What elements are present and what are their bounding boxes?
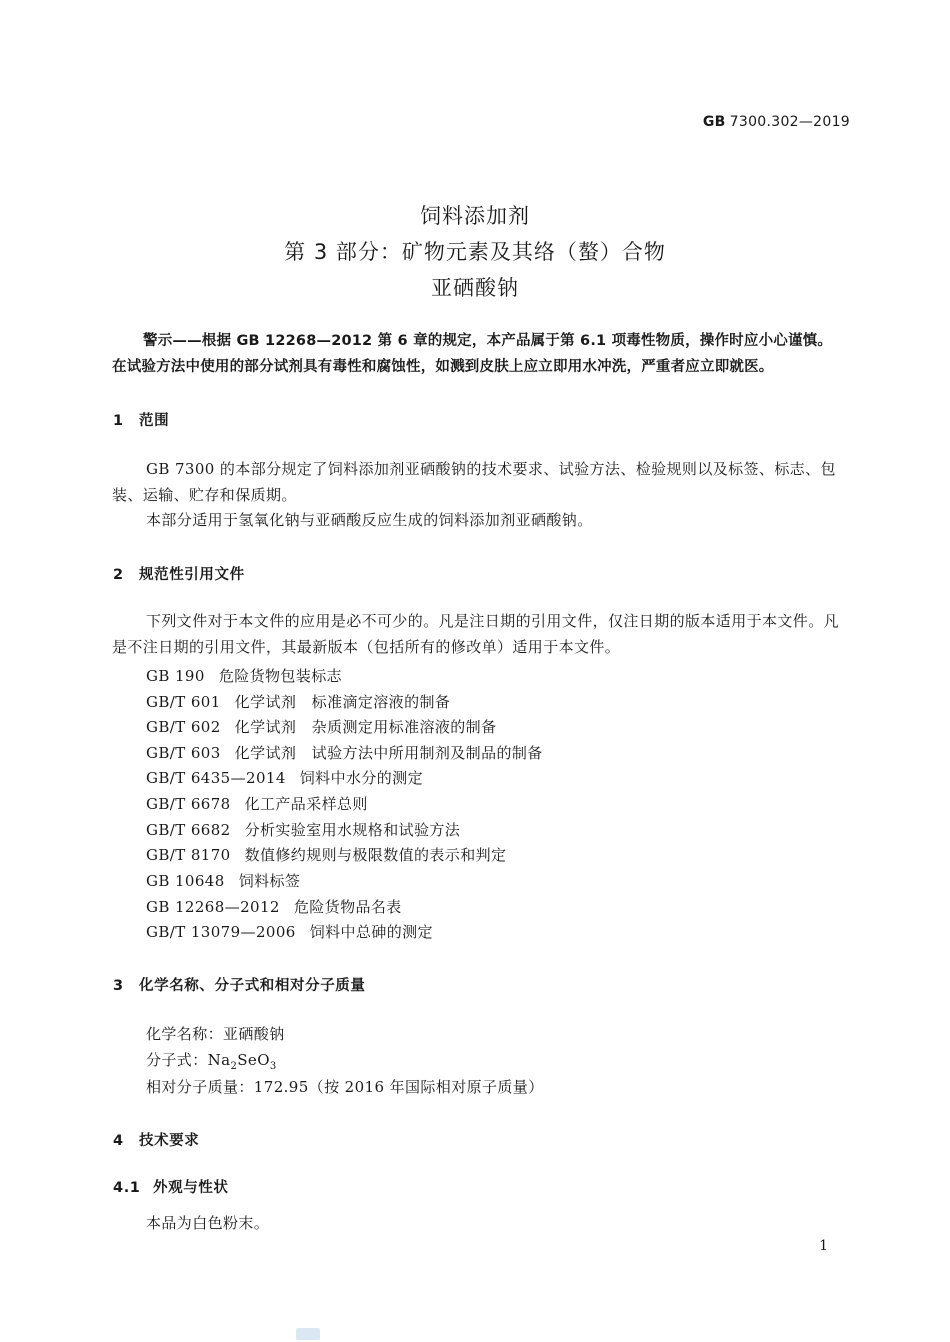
standard-prefix: GB bbox=[702, 114, 726, 130]
title-line-3: 亚硒酸钠 bbox=[431, 276, 519, 300]
section-4-heading bbox=[113, 1129, 199, 1150]
reference-code: GB/T 603 bbox=[146, 744, 221, 762]
reference-title: 数值修约规则与极限数值的表示和判定 bbox=[244, 846, 507, 864]
subsection-title: 外观与性状 bbox=[153, 1180, 229, 1196]
reference-title: 化学试剂 试验方法中所用制剂及制品的制备 bbox=[234, 744, 543, 762]
reference-item bbox=[146, 870, 300, 891]
reference-item bbox=[146, 819, 460, 840]
watermark-mark bbox=[296, 1328, 320, 1340]
formula-o-subscript: 3 bbox=[269, 1061, 277, 1072]
subsection-4-1-heading bbox=[113, 1176, 229, 1197]
section-2-intro bbox=[112, 609, 852, 660]
formula-seo: SeO bbox=[237, 1051, 270, 1069]
reference-code: GB 10648 bbox=[146, 872, 225, 890]
section-number: 1 bbox=[113, 413, 124, 429]
reference-item bbox=[146, 767, 423, 788]
reference-code: GB/T 6435—2014 bbox=[146, 769, 286, 787]
reference-title: 危险货物品名表 bbox=[293, 898, 402, 916]
title-line-2: 第 3 部分：矿物元素及其络（螯）合物 bbox=[284, 240, 666, 264]
reference-title: 分析实验室用水规格和试验方法 bbox=[244, 821, 461, 839]
subsection-number: 4.1 bbox=[113, 1180, 141, 1196]
section-title: 规范性引用文件 bbox=[139, 567, 245, 583]
standard-number bbox=[703, 114, 850, 130]
reference-item bbox=[146, 921, 433, 942]
warning-block bbox=[112, 328, 852, 380]
reference-title: 危险货物包装标志 bbox=[218, 667, 343, 685]
reference-code: GB/T 8170 bbox=[146, 846, 231, 864]
paragraph: 本部分适用于氢氧化钠与亚硒酸反应生成的饲料添加剂亚硒酸钠。 bbox=[146, 511, 593, 530]
reference-code: GB/T 13079—2006 bbox=[146, 923, 296, 941]
molecular-formula bbox=[146, 1049, 277, 1072]
reference-code: GB 190 bbox=[146, 667, 205, 685]
section-title: 化学名称、分子式和相对分子质量 bbox=[139, 978, 366, 994]
reference-item bbox=[146, 844, 506, 865]
reference-title: 化学试剂 标准滴定溶液的制备 bbox=[234, 693, 451, 711]
warning-line-1: 警示——根据 GB 12268—2012 第 6 章的规定，本产品属于第 6.1 项毒性物质，操作时应小心谨慎。 bbox=[143, 333, 833, 349]
reference-item bbox=[146, 665, 342, 686]
reference-code: GB/T 6682 bbox=[146, 821, 231, 839]
formula-na: Na bbox=[207, 1051, 231, 1069]
reference-title: 化学试剂 杂质测定用标准溶液的制备 bbox=[234, 718, 497, 736]
reference-title: 化工产品采样总则 bbox=[244, 795, 368, 813]
reference-code: GB/T 601 bbox=[146, 693, 221, 711]
reference-item bbox=[146, 742, 543, 763]
formula-label: 分子式： bbox=[146, 1051, 208, 1069]
section-number: 3 bbox=[113, 978, 124, 994]
standard-code: 7300.302—2019 bbox=[729, 114, 850, 130]
section-number: 2 bbox=[113, 567, 124, 583]
section-number: 4 bbox=[113, 1133, 124, 1149]
section-title: 范围 bbox=[139, 413, 170, 429]
title-line-1: 饲料添加剂 bbox=[420, 204, 530, 228]
section-1-heading bbox=[113, 409, 169, 430]
chemical-name: 化学名称：亚硒酸钠 bbox=[146, 1025, 285, 1043]
reference-code: GB/T 6678 bbox=[146, 795, 231, 813]
paragraph: 下列文件对于本文件的应用是必不可少的。凡是注日期的引用文件，仅注日期的版本适用于本文件。凡是不注日期的引用文件，其最新版本（包括所有的修改单）适用于本文件。 bbox=[112, 612, 840, 656]
formula-na-subscript: 2 bbox=[230, 1061, 238, 1072]
section-3-heading bbox=[113, 974, 366, 995]
section-1-paragraphs bbox=[112, 457, 852, 534]
reference-item bbox=[146, 691, 450, 712]
reference-item bbox=[146, 896, 402, 917]
reference-title: 饲料标签 bbox=[238, 872, 301, 890]
section-2-heading bbox=[113, 563, 245, 584]
reference-title: 饲料中总砷的测定 bbox=[309, 923, 433, 941]
warning-line-2: 在试验方法中使用的部分试剂具有毒性和腐蚀性，如溅到皮肤上应立即用水冲洗，严重者应立即就医。 bbox=[112, 359, 774, 375]
reference-title: 饲料中水分的测定 bbox=[299, 769, 423, 787]
page-number: 1 bbox=[819, 1238, 828, 1254]
reference-item bbox=[146, 793, 368, 814]
reference-code: GB 12268—2012 bbox=[146, 898, 280, 916]
section-title: 技术要求 bbox=[139, 1133, 200, 1149]
reference-item bbox=[146, 716, 496, 737]
molecular-mass: 相对分子质量：172.95（按 2016 年国际相对原子质量） bbox=[146, 1078, 544, 1096]
paragraph: GB 7300 的本部分规定了饲料添加剂亚硒酸钠的技术要求、试验方法、检验规则以及标签、标志、包装、运输、贮存和保质期。 bbox=[112, 460, 836, 504]
reference-code: GB/T 602 bbox=[146, 718, 221, 736]
appearance-text: 本品为白色粉末。 bbox=[146, 1214, 270, 1232]
